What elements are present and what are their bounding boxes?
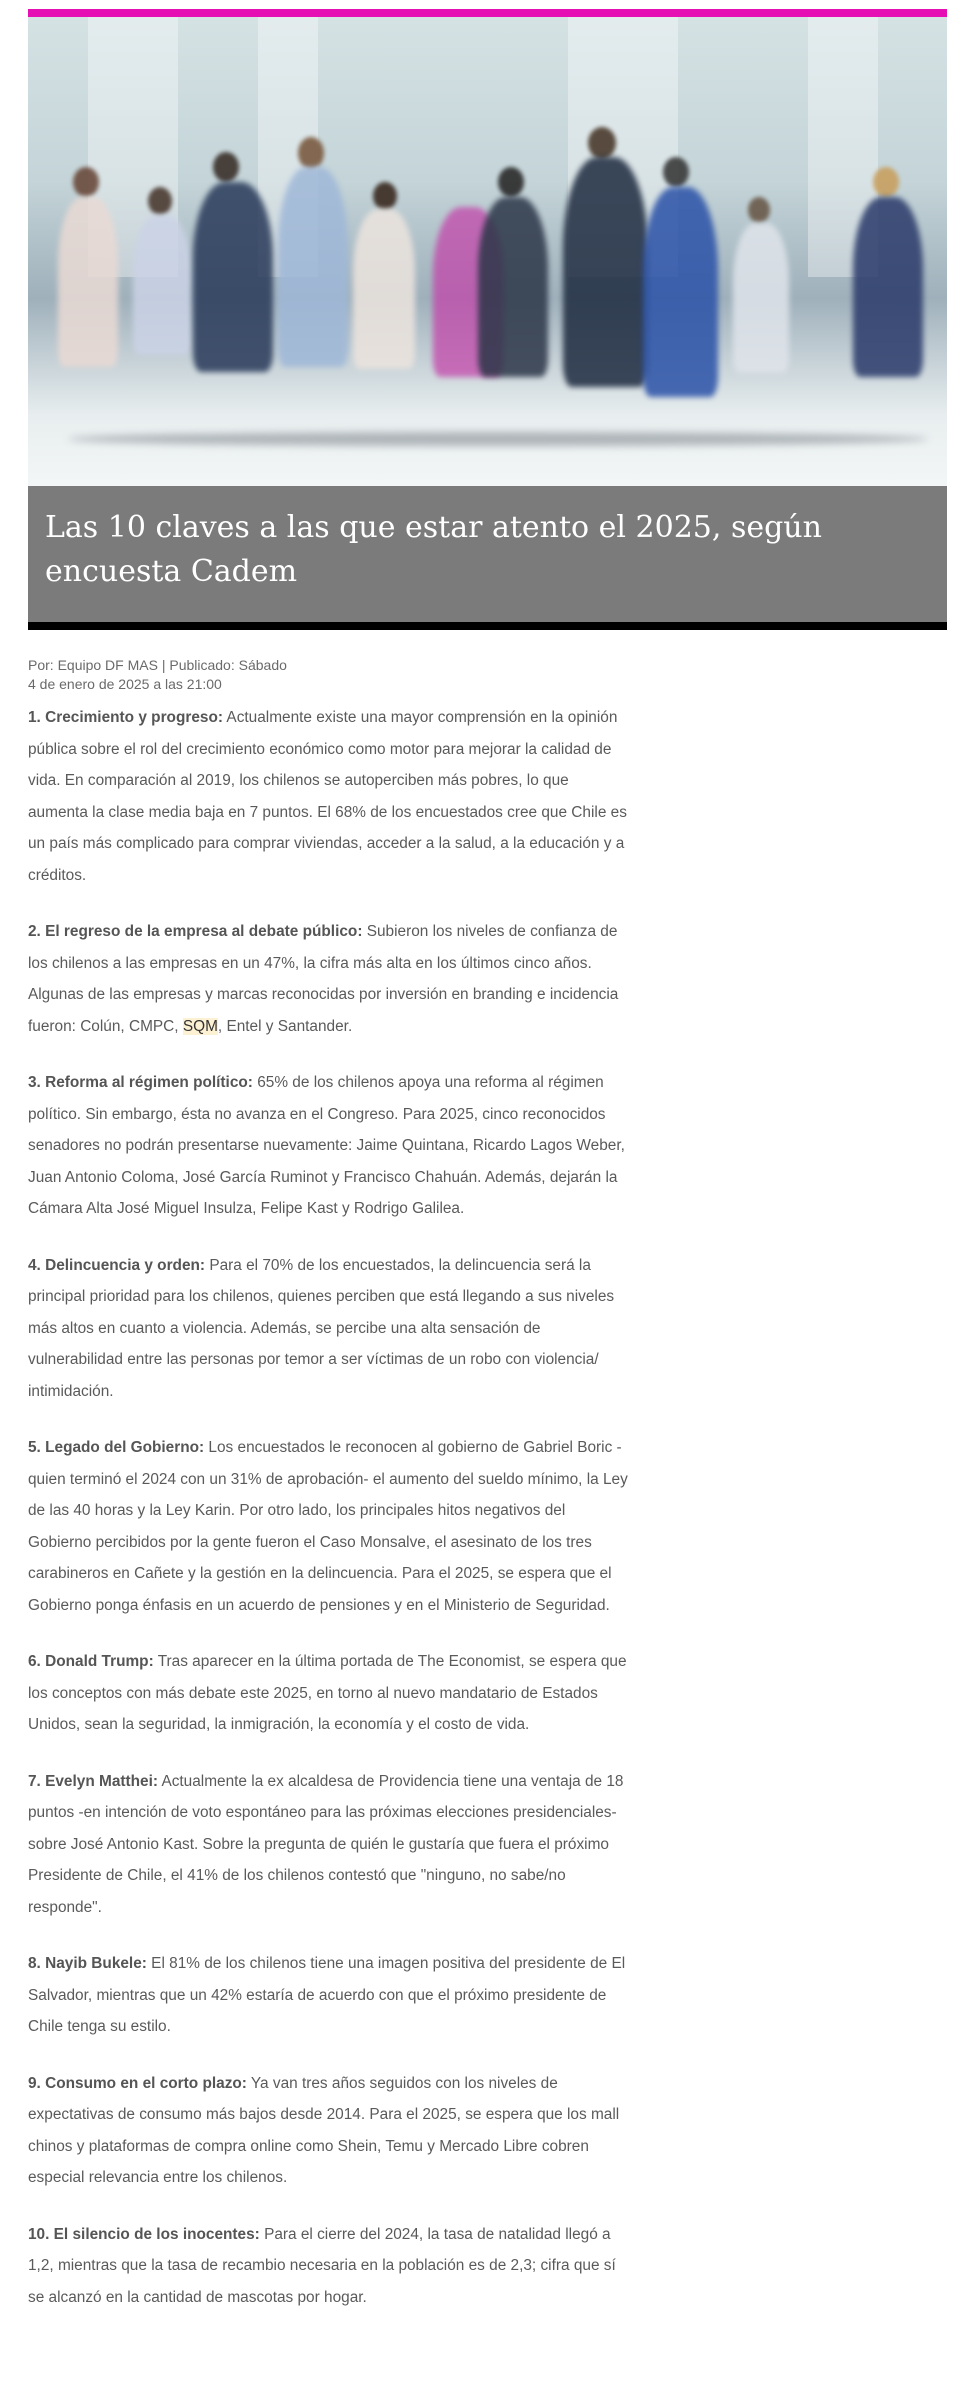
- title-underline: [28, 622, 947, 630]
- byline-date: 4 de enero de 2025 a las 21:00: [28, 676, 222, 692]
- key-point-text: Tras aparecer en la última portada de The Economist, se espera que los conceptos con más debate este 2025, en torno al nuevo mandatario de Estados Unidos, sean la seguridad, la inmigración, la economía y el costo de vida.: [28, 1653, 627, 1733]
- key-point-text: Actualmente existe una mayor comprensión en la opinión pública sobre el rol del crecimiento económico como motor para mejorar la calidad de vida. En comparación al 2019, los chilenos se autoperciben más pobres, lo que aumenta la clase media baja en 7 puntos. El 68% de los encuestados cree que Chile es un país más complicado para comprar viviendas, acceder a la salud, a la educación y a créditos.: [28, 709, 627, 884]
- top-accent-bar: [28, 9, 947, 17]
- key-point-heading: 2. El regreso de la empresa al debate público:: [28, 923, 363, 940]
- title-box: [28, 486, 947, 622]
- key-point-1: [28, 702, 628, 891]
- key-point-text: Para el 70% de los encuestados, la delincuencia será la principal prioridad para los chilenos, quienes perciben que está llegando a sus niveles más altos en cuanto a violencia. Además, se percibe una alta sensación de vulnerabilidad entre las personas por temor a ser víctimas de un robo con violencia/ intimidación.: [28, 1256, 615, 1400]
- key-point-heading: 6. Donald Trump:: [28, 1653, 154, 1670]
- key-point-heading: 4. Delincuencia y orden:: [28, 1256, 206, 1274]
- key-point-text: Los encuestados le reconocen al gobierno de Gabriel Boric -quien terminó el 2024 con un 31% de aprobación- el aumento del sueldo mínimo, la Ley de las 40 horas y la Ley Karin. Por otro lado, los principales hitos negativos del Gobierno percibidos por la gente fueron el Caso Monsalve, el asesinato de los tres carabineros en Cañete y la gestión en la delincuencia. Para el 2025, se espera que el Gobierno ponga énfasis en un acuerdo de pensiones y en el Ministerio de Seguridad.: [28, 1439, 628, 1614]
- key-point-heading: 5. Legado del Gobierno:: [28, 1439, 205, 1456]
- key-point-text: Actualmente la ex alcaldesa de Providencia tiene una ventaja de 18 puntos -en intención de voto espontáneo para las próximas elecciones presidenciales- sobre José Antonio Kast. Sobre la pregunta de quién le gustaría que fuera el próximo Presidente de Chile, el 41% de los chilenos contestó que "ninguno, no sabe/no responde".: [28, 1772, 624, 1916]
- key-point-2: [28, 916, 628, 1042]
- key-point-heading: 10. El silencio de los inocentes:: [28, 2225, 260, 2243]
- key-point-9: [28, 2068, 628, 2194]
- key-point-text: 65% de los chilenos apoya una reforma al régimen político. Sin embargo, ésta no avanza en el Congreso. Para 2025, cinco reconocidos senadores no podrán presentarse nuevamente: Jaime Quintana, Ricardo Lagos Weber, Juan Antonio Coloma, José García Ruminot y Francisco Chahuán. Además, dejarán la Cámara Alta José Miguel Insulza, Felipe Kast y Rodrigo Galilea.: [28, 1074, 625, 1217]
- key-point-heading: 7. Evelyn Matthei:: [28, 1772, 159, 1790]
- key-point-text: El 81% de los chilenos tiene una imagen positiva del presidente de El Salvador, mientras que un 42% estaría de acuerdo con que el próximo presidente de Chile tenga su estilo.: [28, 1955, 626, 2035]
- byline-author: Por: Equipo DF MAS | Publicado: Sábado: [28, 657, 287, 673]
- hero-image: [28, 17, 947, 486]
- key-point-heading: 1. Crecimiento y progreso:: [28, 709, 223, 726]
- company-link-sqm[interactable]: SQM: [182, 1017, 218, 1035]
- key-point-heading: 8. Nayib Bukele:: [28, 1955, 147, 1972]
- key-point-8: [28, 1948, 628, 2043]
- byline: [28, 656, 628, 694]
- key-point-text: Subieron los niveles de confianza de los chilenos a las empresas en un 47%, la cifra más alta en los últimos cinco años. Algunas de las empresas y marcas reconocidas por inversión en branding e incidencia fueron: Colún, CMPC,: [28, 923, 619, 1035]
- key-point-text-end: , Entel y Santander.: [217, 1017, 353, 1035]
- key-point-heading: 3. Reforma al régimen político:: [28, 1074, 253, 1091]
- key-point-6: [28, 1646, 628, 1741]
- key-point-text: Ya van tres años seguidos con los niveles de expectativas de consumo más bajos desde 2014. Para el 2025, se espera que los mall chinos y plataformas de compra online como Shein, Temu y Mercado Libre cobren especial relevancia entre los chilenos.: [28, 2074, 620, 2186]
- article-title: Las 10 claves a las que estar atento el 2025, según encuesta Cadem: [45, 510, 822, 589]
- key-point-heading: 9. Consumo en el corto plazo:: [28, 2074, 247, 2092]
- key-point-10: [28, 2219, 628, 2314]
- key-point-5: [28, 1432, 628, 1621]
- key-point-3: [28, 1067, 628, 1225]
- key-point-4: [28, 1250, 628, 1408]
- article-body: [28, 702, 628, 2338]
- key-point-7: [28, 1766, 628, 1924]
- key-point-text: Para el cierre del 2024, la tasa de natalidad llegó a 1,2, mientras que la tasa de recambio necesaria en la población es de 2,3; cifra que sí se alcanzó en la cantidad de mascotas por hogar.: [28, 2225, 616, 2306]
